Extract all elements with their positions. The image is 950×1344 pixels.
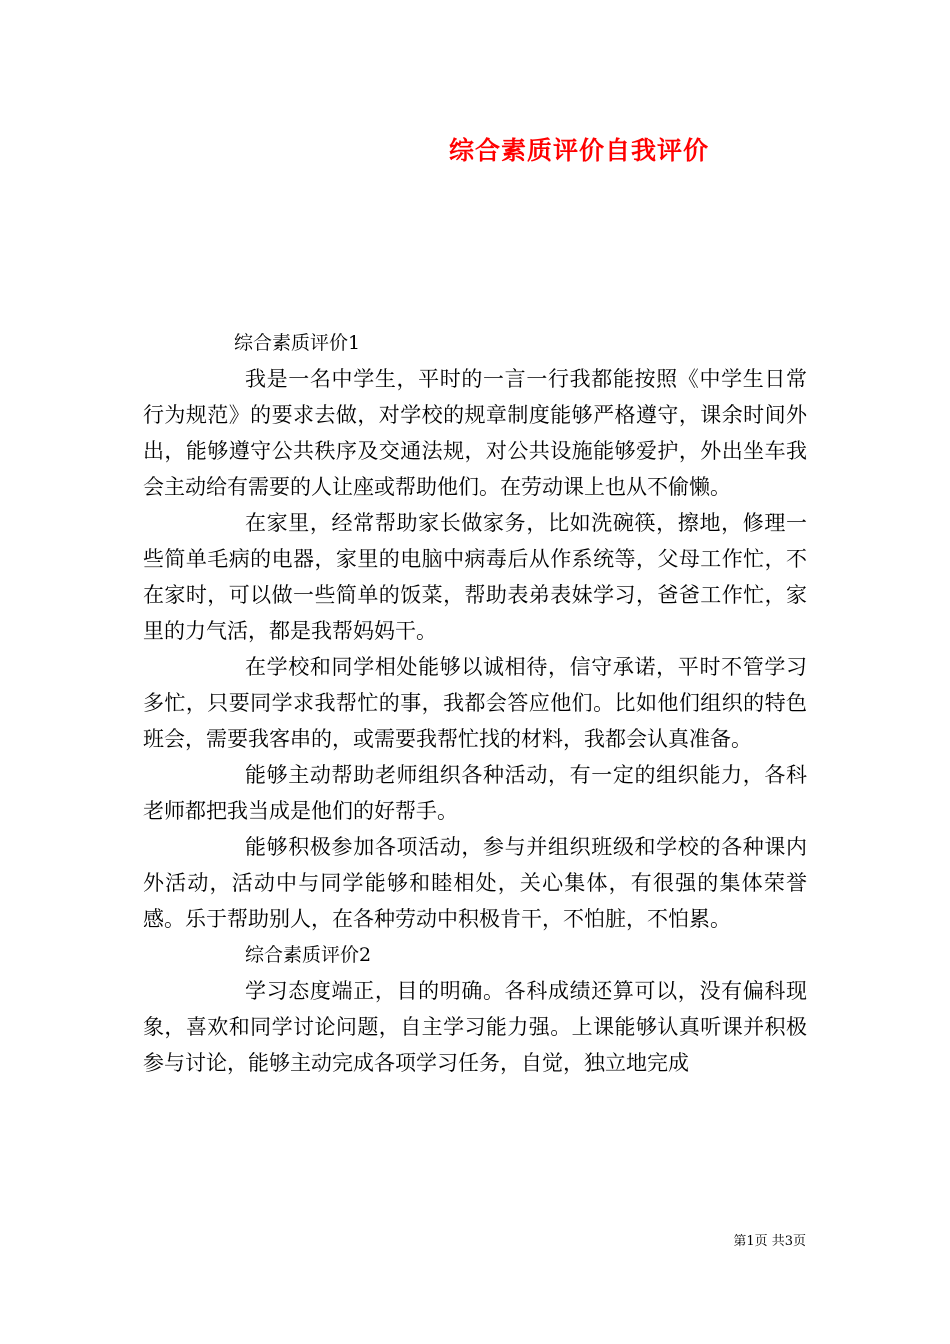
section-1: [143, 325, 807, 937]
paragraph: 在学校和同学相处能够以诚相待，信守承诺，平时不管学习多忙，只要同学求我帮忙的事，我都会答应他们。比如他们组织的特色班会，需要我客串的，或需要我帮忙找的材料，我都会认真准备。: [143, 655, 807, 751]
paragraph: 能够积极参加各项活动，参与并组织班级和学校的各种课内外活动，活动中与同学能够和睦相处，关心集体，有很强的集体荣誉感。乐于帮助别人，在各种劳动中积极肯干，不怕脏，不怕累。: [143, 835, 807, 931]
section-heading: 综合素质评价1: [234, 332, 361, 354]
document-body: [143, 325, 807, 1081]
paragraph: 我是一名中学生，平时的一言一行我都能按照《中学生日常行为规范》的要求去做，对学校的规章制度能够严格遵守，课余时间外出，能够遵守公共秩序及交通法规，对公共设施能够爱护，外出坐车我会主动给有需要的人让座或帮助他们。在劳动课上也从不偷懒。: [143, 367, 807, 499]
section-heading: 综合素质评价2: [245, 944, 372, 966]
page-number-footer: 第1页 共3页: [733, 1234, 806, 1249]
paragraph: 能够主动帮助老师组织各种活动，有一定的组织能力，各科老师都把我当成是他们的好帮手。: [143, 763, 807, 823]
document-title: 综合素质评价自我评价: [448, 136, 709, 165]
paragraph: 学习态度端正，目的明确。各科成绩还算可以，没有偏科现象，喜欢和同学讨论问题，自主学习能力强。上课能够认真听课并积极参与讨论，能够主动完成各项学习任务，自觉，独立地完成: [143, 979, 807, 1075]
paragraph: 在家里，经常帮助家长做家务，比如洗碗筷，擦地，修理一些简单毛病的电器，家里的电脑中病毒后从作系统等，父母工作忙，不在家时，可以做一些简单的饭菜，帮助表弟表妹学习，爸爸工作忙，家里的力气活，都是我帮妈妈干。: [143, 511, 807, 643]
section-2: [143, 937, 807, 1081]
